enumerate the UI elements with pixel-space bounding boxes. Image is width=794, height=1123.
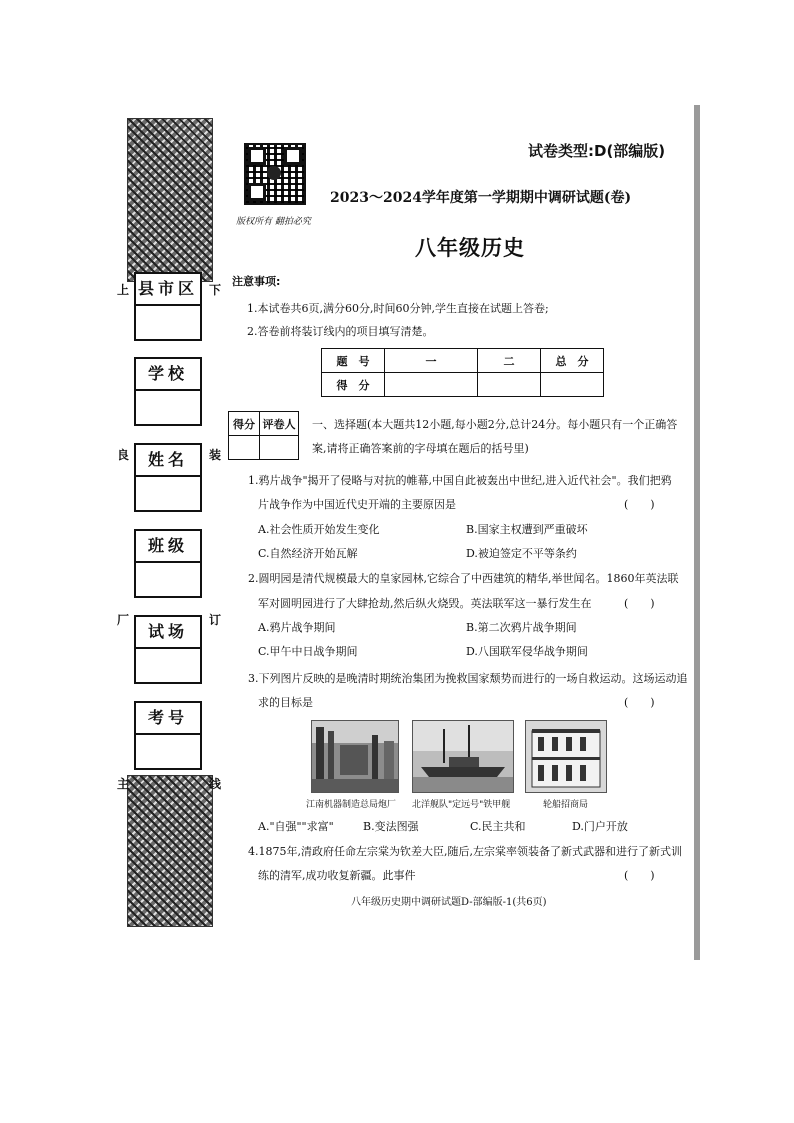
binding-char: 线 [209,777,222,791]
grader-cell[interactable] [260,436,299,460]
notes-heading: 注意事项: [232,275,281,288]
table-header: 二 [478,349,541,373]
photo-battleship [412,720,514,793]
paper-type: 试卷类型:D(部编版) [528,142,666,160]
field-label: 班级 [136,531,200,563]
section-title: 一、选择题(本大题共12小题,每小题2分,总计24分。每小题只有一个正确答 [312,418,678,431]
question-text: 4.1875年,清政府任命左宗棠为钦差大臣,随后,左宗棠率领装备了新式武器和进行了新式训 [248,845,682,858]
answer-bracket[interactable]: ( ) [624,498,655,511]
option: D.门户开放 [572,820,628,833]
table-header: 一 [385,349,478,373]
field-blank[interactable] [136,563,200,596]
field-blank[interactable] [136,735,200,768]
section-title: 案,请将正确答案前的字母填在题后的括号里) [312,442,529,455]
option: C.甲午中日战争期间 [258,645,358,658]
table-header: 题 号 [322,349,385,373]
binding-char: 装 [209,448,222,462]
binding-char: 订 [209,613,222,627]
field-blank[interactable] [136,649,200,682]
exam-title: 2023～2024学年度第一学期期中调研试题(卷) [330,190,632,206]
field-exam-room[interactable] [134,615,202,684]
photo-caption: 轮船招商局 [543,800,589,810]
field-school[interactable] [134,357,202,426]
question-text: 片战争作为中国近代史开端的主要原因是 [258,498,456,511]
field-label: 学校 [136,359,200,391]
question-text: 3.下列图片反映的是晚清时期统治集团为挽救国家颓势而进行的一场自救运动。这场运动追 [248,672,688,685]
binding-char: 下 [209,283,222,297]
score-table [321,348,604,397]
photo-arsenal [311,720,399,793]
field-exam-number[interactable] [134,701,202,770]
option: A."自强""求富" [258,820,334,833]
field-blank[interactable] [136,306,200,339]
option: C.民主共和 [470,820,526,833]
page-title: 八年级历史 [415,236,525,260]
option: D.八国联军侵华战争期间 [466,645,588,658]
photo-caption: 江南机器制造总局炮厂 [306,800,397,810]
field-blank[interactable] [136,391,200,424]
paper-edge-shadow [694,105,700,960]
qr-code-icon [244,143,306,205]
question-text: 求的目标是 [258,696,313,709]
security-pattern-bottom [127,775,213,927]
photo-caption: 北洋舰队"定远号"铁甲舰 [412,800,511,810]
binding-char: 上 [117,283,130,297]
score-cell[interactable] [385,373,478,397]
field-blank[interactable] [136,477,200,510]
binding-char: 厂 [117,613,130,627]
score-cell[interactable] [478,373,541,397]
grader-cell[interactable] [229,436,260,460]
grader-box [228,411,299,460]
question-text: 练的清军,成功收复新疆。此事件 [258,869,416,882]
field-county[interactable] [134,272,202,341]
security-pattern-top [127,118,213,282]
option: B.第二次鸦片战争期间 [466,621,577,634]
field-label: 考号 [136,703,200,735]
qr-caption: 版权所有 翻拍必究 [236,217,311,227]
field-name[interactable] [134,443,202,512]
option: B.国家主权遭到严重破坏 [466,523,588,536]
field-class[interactable] [134,529,202,598]
note-item: 2.答卷前将装订线内的项目填写清楚。 [247,325,434,338]
field-label: 县市区 [136,274,200,306]
grader-label: 得分 [229,412,260,436]
option: B.变法图强 [363,820,419,833]
answer-bracket[interactable]: ( ) [624,696,655,709]
option: D.被迫签定不平等条约 [466,547,577,560]
binding-char: 良 [117,448,130,462]
score-cell[interactable] [541,373,604,397]
note-item: 1.本试卷共6页,满分60分,时间60分钟,学生直接在试题上答卷; [247,302,549,315]
question-text: 1.鸦片战争"揭开了侵略与对抗的帷幕,中国自此被轰出中世纪,进入近代社会"。我们把鸦 [248,474,672,487]
answer-bracket[interactable]: ( ) [624,869,655,882]
table-header: 总 分 [541,349,604,373]
question-text: 2.圆明园是清代规模最大的皇家园林,它综合了中西建筑的精华,举世闻名。1860年英法联 [248,572,679,585]
grader-label: 评卷人 [260,412,299,436]
binding-char: 主 [117,777,130,791]
option: C.自然经济开始瓦解 [258,547,358,560]
photo-merchants-bureau [525,720,607,793]
question-text: 军对圆明园进行了大肆抢劫,然后纵火烧毁。英法联军这一暴行发生在 [258,597,592,610]
field-label: 试场 [136,617,200,649]
option: A.社会性质开始发生变化 [258,523,380,536]
field-label: 姓名 [136,445,200,477]
table-row-label: 得 分 [322,373,385,397]
option: A.鸦片战争期间 [258,621,336,634]
answer-bracket[interactable]: ( ) [624,597,655,610]
page-footer: 八年级历史期中调研试题D-部编版-1(共6页) [351,897,547,908]
